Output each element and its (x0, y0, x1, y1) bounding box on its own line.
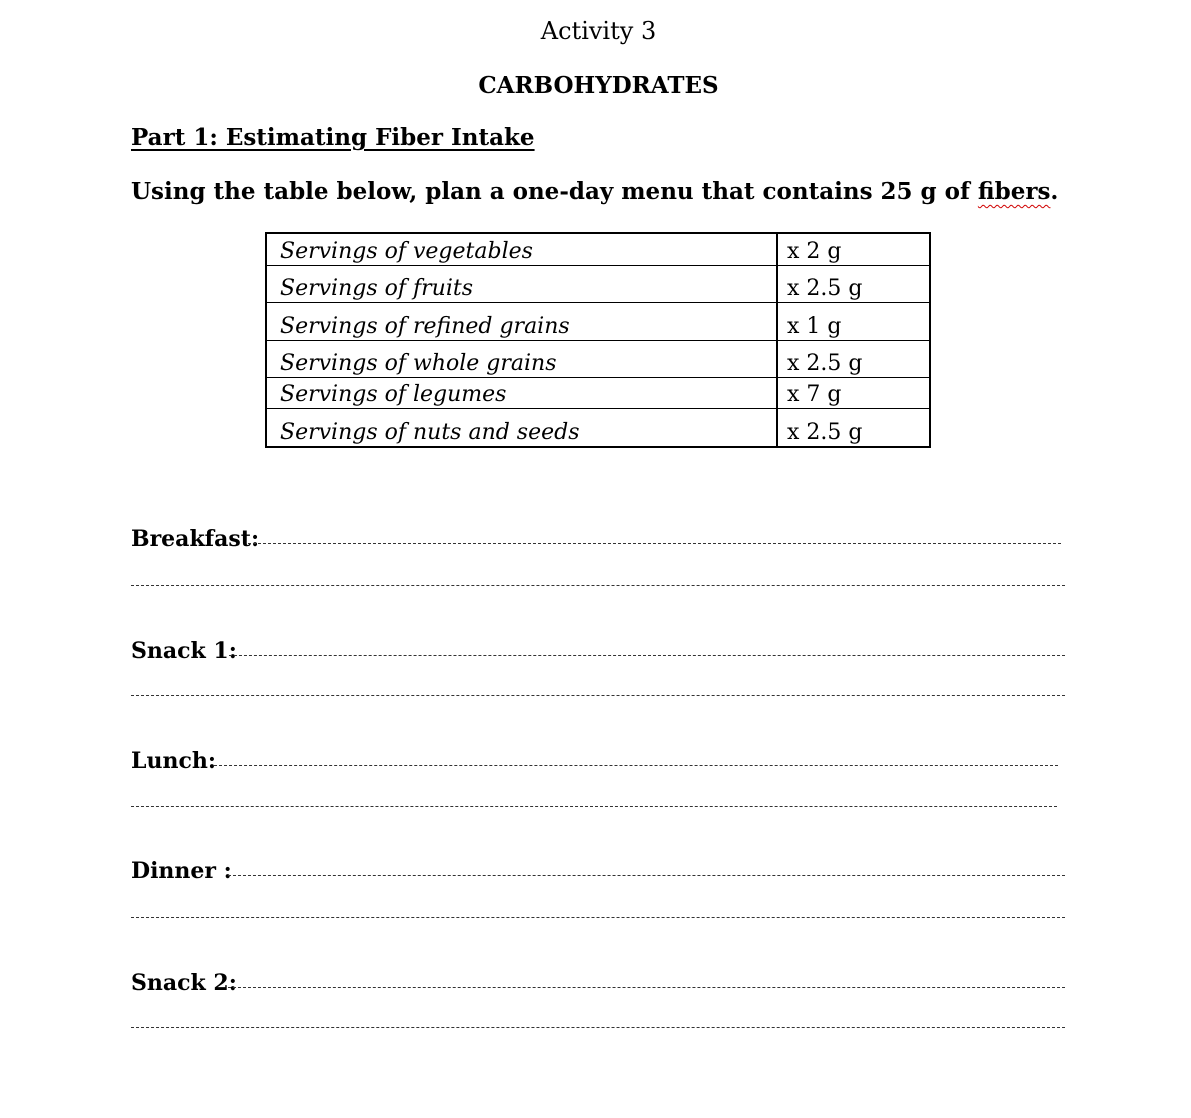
lunch-answer-line[interactable] (214, 765, 1058, 766)
instruction-prefix: Using the table below, plan a one-day menu that contains 25 g of (131, 178, 978, 205)
table-row (267, 341, 929, 378)
snack1-answer-line-2[interactable] (131, 695, 1065, 696)
snack1-label: Snack 1: (131, 638, 237, 664)
spellcheck-flagged-word: fibers (977, 178, 1051, 205)
table-row-value: x 2 g (787, 239, 842, 264)
table-row-value: x 1 g (787, 314, 842, 339)
table-row-value: x 2.5 g (787, 351, 863, 376)
table-row-label: Servings of nuts and seeds (280, 420, 580, 445)
part-heading: Part 1: Estimating Fiber Intake (131, 124, 535, 151)
lunch-label: Lunch: (131, 748, 216, 774)
dinner-label: Dinner : (131, 858, 232, 884)
table-row-label: Servings of refined grains (280, 314, 570, 339)
table-row-value: x 2.5 g (787, 420, 863, 445)
snack2-label: Snack 2: (131, 970, 237, 996)
table-row-label: Servings of fruits (280, 276, 473, 301)
table-row (267, 378, 929, 409)
table-row-label: Servings of vegetables (280, 239, 533, 264)
snack2-answer-line-2[interactable] (131, 1027, 1065, 1028)
table-row (267, 234, 929, 266)
instruction-suffix: . (1050, 178, 1059, 205)
breakfast-answer-line-2[interactable] (131, 585, 1065, 586)
snack2-answer-line[interactable] (228, 987, 1065, 988)
dinner-answer-line[interactable] (228, 875, 1065, 876)
lunch-answer-line-2[interactable] (131, 806, 1057, 807)
fiber-table (265, 232, 931, 448)
table-row (267, 266, 929, 303)
breakfast-label: Breakfast: (131, 526, 260, 552)
section-title: CARBOHYDRATES (478, 72, 719, 99)
table-row-label: Servings of legumes (280, 382, 507, 407)
table-row (267, 303, 929, 341)
table-row-value: x 7 g (787, 382, 842, 407)
dinner-answer-line-2[interactable] (131, 917, 1065, 918)
table-row-label: Servings of whole grains (280, 351, 557, 376)
table-row (267, 409, 929, 446)
snack1-answer-line[interactable] (229, 655, 1065, 656)
activity-title: Activity 3 (540, 17, 657, 45)
instruction-text (131, 178, 1058, 205)
table-row-value: x 2.5 g (787, 276, 863, 301)
breakfast-answer-line[interactable] (248, 543, 1061, 544)
